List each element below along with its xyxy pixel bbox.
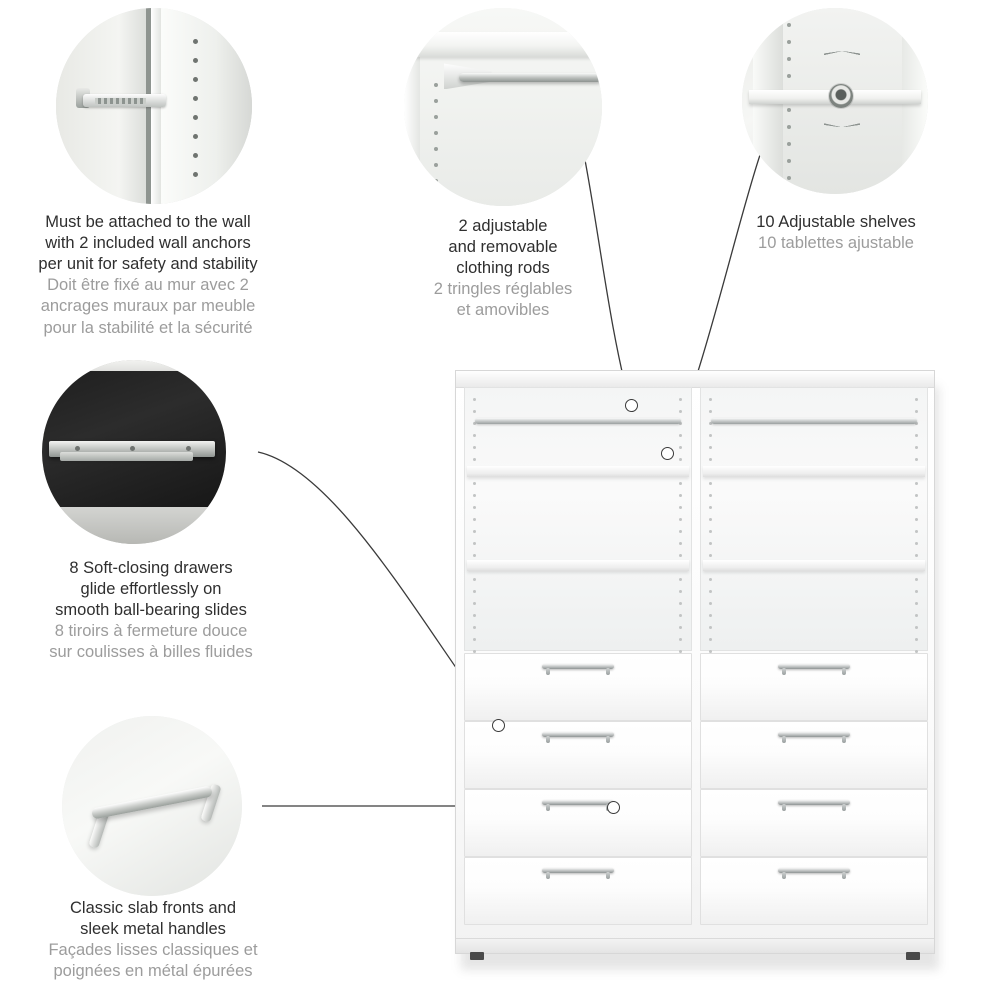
callout-slab-fronts-handles — [14, 898, 292, 982]
callout-adjustable-shelves-fr-1: 10 tablettes ajustable — [758, 234, 914, 253]
callout-node-clothing-rod — [625, 399, 638, 412]
clothing-rod-icon — [459, 73, 602, 82]
callout-clothing-rods-en-2: and removable — [448, 238, 558, 257]
drawer[interactable] — [700, 857, 928, 925]
drawer[interactable] — [464, 857, 692, 925]
callout-clothing-rods — [393, 216, 613, 322]
drawer[interactable] — [700, 789, 928, 857]
callout-handles-fr-1: Façades lisses classiques et — [48, 941, 258, 960]
callout-drawers-en-1: 8 Soft-closing drawers — [69, 559, 233, 577]
callout-adjustable-shelves — [716, 212, 956, 254]
shelf-pin-holes-icon — [193, 39, 199, 172]
callout-wall-anchors-fr-1: Doit être fixé au mur avec 2 — [47, 276, 249, 295]
callout-handles-en-1: Classic slab fronts and — [70, 899, 236, 917]
callout-adjustable-shelves-en-1: 10 Adjustable shelves — [756, 213, 916, 231]
callout-clothing-rods-en-3: clothing rods — [456, 259, 550, 278]
open-storage-column-left — [464, 387, 692, 651]
callout-drawers-en-3: smooth ball-bearing slides — [55, 601, 247, 620]
adjustable-shelf — [467, 560, 689, 571]
callout-wall-anchors-en-3: per unit for safety and stability — [38, 255, 258, 274]
clothing-rod-left — [475, 418, 681, 424]
callout-drawers-fr-1: 8 tiroirs à fermeture douce — [54, 622, 248, 641]
shelf-pin-holes-icon — [709, 398, 713, 640]
callout-drawers-fr-2: sur coulisses à billes fluides — [49, 643, 253, 662]
callout-handles-fr-2: poignées en métal épurées — [53, 962, 253, 981]
drawer-handle[interactable] — [542, 732, 614, 737]
callout-wall-anchors-en-1: Must be attached to the wall — [45, 213, 251, 231]
callout-wall-anchors — [0, 212, 296, 339]
cabinet-top-panel — [456, 371, 934, 388]
callout-clothing-rods-en-1: 2 adjustable — [458, 217, 548, 235]
cabinet-body — [455, 370, 935, 954]
bubble-clothing-rod — [404, 8, 602, 206]
callout-node-handle — [607, 801, 620, 814]
drawer-handle[interactable] — [542, 868, 614, 873]
bubble-handle — [62, 716, 242, 896]
top-shelf-icon — [404, 32, 602, 58]
callout-wall-anchors-fr-2: ancrages muraux par meuble — [40, 297, 256, 316]
drawer[interactable] — [464, 789, 692, 857]
drawer[interactable] — [700, 653, 928, 721]
cabinet-base — [456, 938, 934, 953]
drawer[interactable] — [464, 653, 692, 721]
drawer-handle[interactable] — [778, 664, 850, 669]
drawer-handle[interactable] — [542, 800, 614, 805]
callout-handles-en-2: sleek metal handles — [80, 920, 226, 939]
open-storage-column-right — [700, 387, 928, 651]
adjustable-shelf — [467, 466, 689, 477]
callout-node-shelf — [661, 447, 674, 460]
shelf-pin-holes-icon — [473, 398, 477, 640]
chevron-up-icon — [824, 45, 860, 55]
drawer-handle[interactable] — [778, 868, 850, 873]
clothing-rod-right — [711, 418, 917, 424]
shelf-pin-holes-icon — [434, 83, 440, 192]
drawer[interactable] — [700, 721, 928, 789]
adjustable-shelf — [703, 560, 925, 571]
drawer-handle[interactable] — [778, 800, 850, 805]
callout-drawers-en-2: glide effortlessly on — [80, 580, 222, 599]
bubble-wall-anchor — [56, 8, 252, 204]
callout-wall-anchors-en-2: with 2 included wall anchors — [45, 234, 251, 253]
cabinet-foot — [470, 952, 484, 960]
shelf-pin-holes-icon — [679, 398, 683, 640]
bubble-drawer-slide — [42, 360, 226, 544]
callout-clothing-rods-fr-1: 2 tringles réglables — [433, 280, 573, 299]
callout-clothing-rods-fr-2: et amovibles — [456, 301, 550, 320]
closet-storage-unit — [455, 370, 945, 970]
callout-node-drawer-slide — [492, 719, 505, 732]
drawer-handle[interactable] — [778, 732, 850, 737]
chevron-down-icon — [824, 123, 860, 133]
drawer-handle[interactable] — [542, 664, 614, 669]
callout-wall-anchors-fr-3: pour la stabilité et la sécurité — [43, 318, 253, 337]
bubble-shelf-pin — [742, 8, 928, 194]
shelf-pin-holes-icon — [915, 398, 919, 640]
cabinet-foot — [906, 952, 920, 960]
callout-soft-closing-drawers — [12, 558, 290, 664]
adjustable-shelf — [703, 466, 925, 477]
